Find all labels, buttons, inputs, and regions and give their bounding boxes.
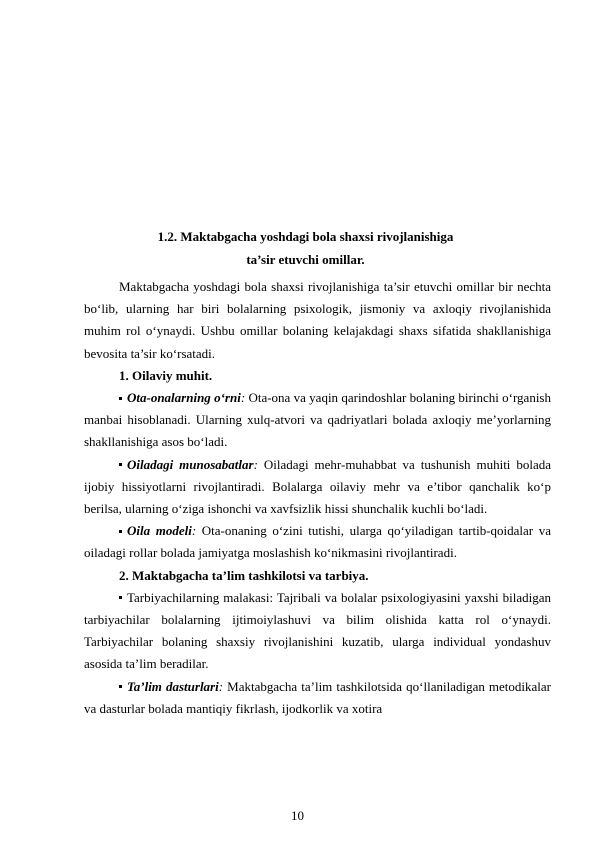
list-item-colon: : [191, 523, 197, 539]
list-item-colon: : [240, 390, 246, 406]
list-item-term: Oila modeli [127, 523, 192, 539]
page-number: 10 [291, 808, 304, 823]
list-item-term: Ota-onalarning o‘rni [127, 390, 241, 406]
list-item-text: Ota-onaning o‘zini tutishi, ularga qo‘yiladigan tartib-qoidalar va oiladagi rollar bolada jamiyatga moslashish ko‘nikmasini rivojlantiradi. [84, 523, 552, 561]
subsection-title-1: 1. Oilaviy muhit. [119, 367, 213, 383]
list-item [84, 454, 551, 521]
list-item-text: Ota-ona va yaqin qarindoshlar bolaning birinchi o‘rganish manbai hisoblanadi. Ularning xulq-atvori va qadriyatlari bolada axloqiy me’yorlarning shakllanishiga asos bo‘ladi. [84, 390, 551, 450]
bullet-icon [119, 685, 122, 688]
list-item-colon: : [218, 678, 224, 694]
subsection-title-2: 2. Maktabgacha ta’lim tashkilotsi va tarbiya. [119, 567, 369, 583]
body-text [84, 276, 551, 720]
list-item-colon: : [253, 456, 258, 472]
list-item-term: Oiladagi munosabatlar [127, 456, 254, 472]
intro-paragraph: Maktabgacha yoshdagi bola shaxsi rivojlanishiga ta’sir etuvchi omillar bir nechta bo‘lib, ularning har biri bolalarning psixologik, jismoniy va axloqiy rivojlanishida muhim rol o‘ynaydi. Ushbu omillar bolaning kelajakdagi shaxs sifatida shakllanishiga bevosita ta’sir ko‘rsatadi. [84, 279, 551, 361]
list-item-text: Oiladagi mehr-muhabbat va tushunish muhiti bolada ijobiy hissiyotlarni rivojlantiradi. Bolalarga oilaviy mehr va e’tibor qanchalik ko‘p berilsa, ularning o‘ziga ishonchi va xavfsizlik hissi shunchalik kuchli bo‘ladi. [84, 456, 551, 517]
list-item [84, 520, 551, 564]
list-item [84, 387, 551, 454]
list-item [84, 587, 551, 676]
bullet-icon [119, 530, 122, 533]
bullet-icon [119, 596, 122, 599]
list-item-text: Maktabgacha ta’lim tashkilotsida qo‘llaniladigan metodikalar va dasturlar bolada mantiqiy fikrlash, ijodkorlik va xotira [84, 678, 551, 716]
section-heading-line2: ta’sir etuvchi omillar. [246, 252, 365, 267]
list-item-term: Ta’lim dasturlari [127, 678, 219, 694]
bullet-icon [119, 463, 122, 466]
list-item [84, 676, 551, 720]
list-item-text: Tarbiyachilarning malakasi: Tajribali va bolalar psixologiyasini yaxshi biladigan tarbiyachilar bolalarning ijtimoiylashuvi va bilim olishida katta rol o‘ynaydi. Tarbiyachilar bolaning shaxsiy rivojlanishini kuzatib, ularga individual yondashuv asosida ta’lim beradilar. [84, 589, 551, 672]
section-heading-line1: 1.2. Maktabgacha yoshdagi bola shaxsi rivojlanishiga [157, 229, 454, 244]
bullet-icon [119, 397, 122, 400]
